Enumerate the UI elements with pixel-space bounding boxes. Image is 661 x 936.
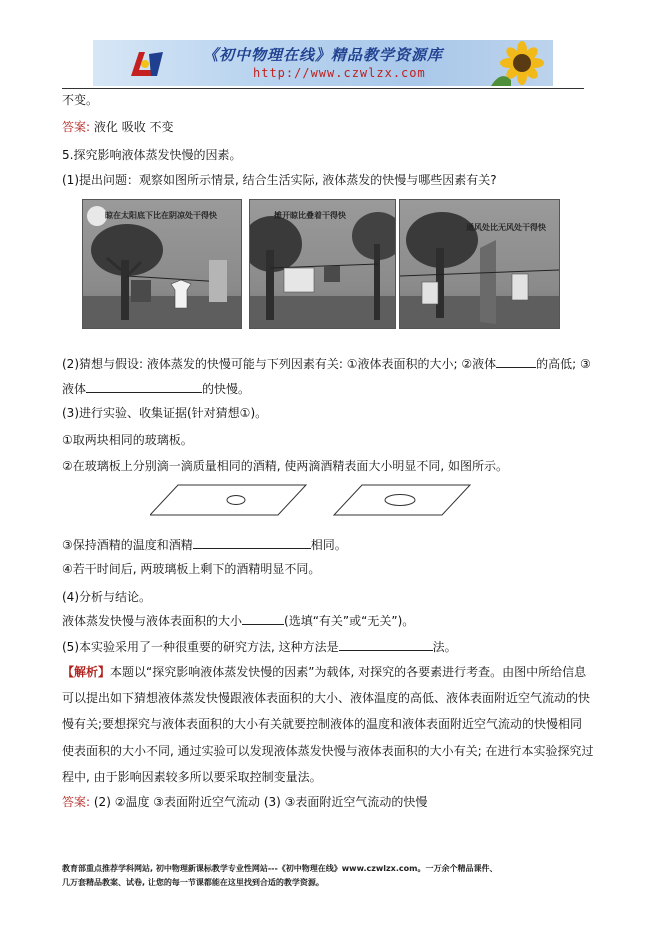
banner-url: http://www.czwlzx.com [253,66,426,80]
answer-text: (2) ②温度 ③表面附近空气流动 (3) ③表面附近空气流动的快慢 [93,795,428,809]
blank-method [339,638,433,651]
step2-text-a: (2)猜想与假设: 液体蒸发的快慢可能与下列因素有关: ①液体表面积的大小; ②液体 [62,357,497,371]
prev-answer-text: 液化 吸收 不变 [93,120,174,134]
q5-step2-line2 [62,380,250,397]
prev-answer [62,119,174,135]
q5-step3-4: ④若干时间后, 两玻璃板上剩下的酒精明显不同。 [62,562,321,576]
q5-step3-3 [62,536,347,553]
q5-step4-line [62,612,414,629]
analysis-line-1 [62,664,586,680]
analysis-line-3: 慢有关;要想探究与液体表面积的大小有关就要控制液体的温度和液体表面附近空气流动的快慢相同 [62,717,583,731]
panel-2-caption: 摊开晾比叠着干得快 [274,211,346,220]
q5-step2-line1 [62,355,591,372]
glass-plates-figure [150,483,480,519]
analysis-line-4: 使表面积的大小不同, 通过实验可以发现液体蒸发快慢与液体表面积的大小有关; 在进行本实验探究过 [62,744,594,758]
illustration-wind-vs-still [399,199,560,329]
header-rule [62,88,584,89]
tree-clothesline-icon [400,200,559,328]
answer-line [62,794,427,810]
illustration-sun-vs-shade [82,199,242,329]
answer-label: 答案: [62,795,91,809]
q5-step3: (3)进行实验、收集证据(针对猜想①)。 [62,406,268,420]
analysis-line-5: 程中, 由于影响因素较多所以要采取控制变量法。 [62,770,322,784]
footer-line-1: 教育部重点推荐学科网站, 初中物理新课标教学专业性网站---《初中物理在线》www.czwlzx.com。一万余个精品课件、 [62,864,498,873]
step5-text-b: 法。 [432,640,457,654]
step5-text-a: (5)本实验采用了一种很重要的研究方法, 这种方法是 [62,640,339,654]
q5-title: 5.探究影响液体蒸发快慢的因素。 [62,148,242,162]
panel-1-caption: 晾在太阳底下比在阴凉处干得快 [105,211,217,220]
footer-line-2: 几万套精品教案、试卷, 让您的每一节课都能在这里找到合适的教学资源。 [62,878,324,887]
sunflower-icon [491,40,553,86]
illustration-spread-vs-folded [249,199,396,329]
prev-answer-label: 答案: [62,120,91,134]
footer [62,862,622,890]
step4-text-b: (选填“有关”或“无关”)。 [284,614,415,628]
blank-alcohol-surface-air [193,536,311,549]
blank-liquid-property [496,355,536,368]
blank-liquid-surface-air [86,380,202,393]
q5-step1: (1)提出问题：观察如图所示情景, 结合生活实际, 液体蒸发的快慢与哪些因素有关? [62,173,497,187]
q5-step5 [62,638,457,655]
q5-step3-2: ②在玻璃板上分别滴一滴质量相同的酒精, 使两滴酒精表面大小明显不同, 如图所示。 [62,459,509,473]
step4-text-a: 液体蒸发快慢与液体表面积的大小 [62,614,243,628]
step2-text-c: 液体 [62,382,87,396]
step3-3-text-a: ③保持酒精的温度和酒精 [62,538,193,552]
analysis-label: 【解析】 [62,665,111,679]
q5-step4: (4)分析与结论。 [62,590,151,604]
step2-text-d: 的快慢。 [202,382,251,396]
banner-title: 《初中物理在线》精品教学资源库 [203,46,444,64]
blank-related [242,612,284,625]
header-banner [93,40,553,86]
step3-3-text-b: 相同。 [310,538,347,552]
analysis-text-1: 本题以“探究影响液体蒸发快慢的因素”为载体, 对探究的各要素进行考查。由图中所给信息 [110,665,587,679]
site-logo-icon [123,46,169,82]
step2-text-b: 的高低; ③ [536,357,591,371]
prev-text: 不变。 [62,93,99,107]
analysis-line-2: 可以提出如下猜想液体蒸发快慢跟液体表面积的大小、液体温度的高低、液体表面附近空气流动的快 [62,691,591,705]
q5-step3-1: ①取两块相同的玻璃板。 [62,433,193,447]
panel-3-caption: 通风处比无风处干得快 [466,223,546,232]
